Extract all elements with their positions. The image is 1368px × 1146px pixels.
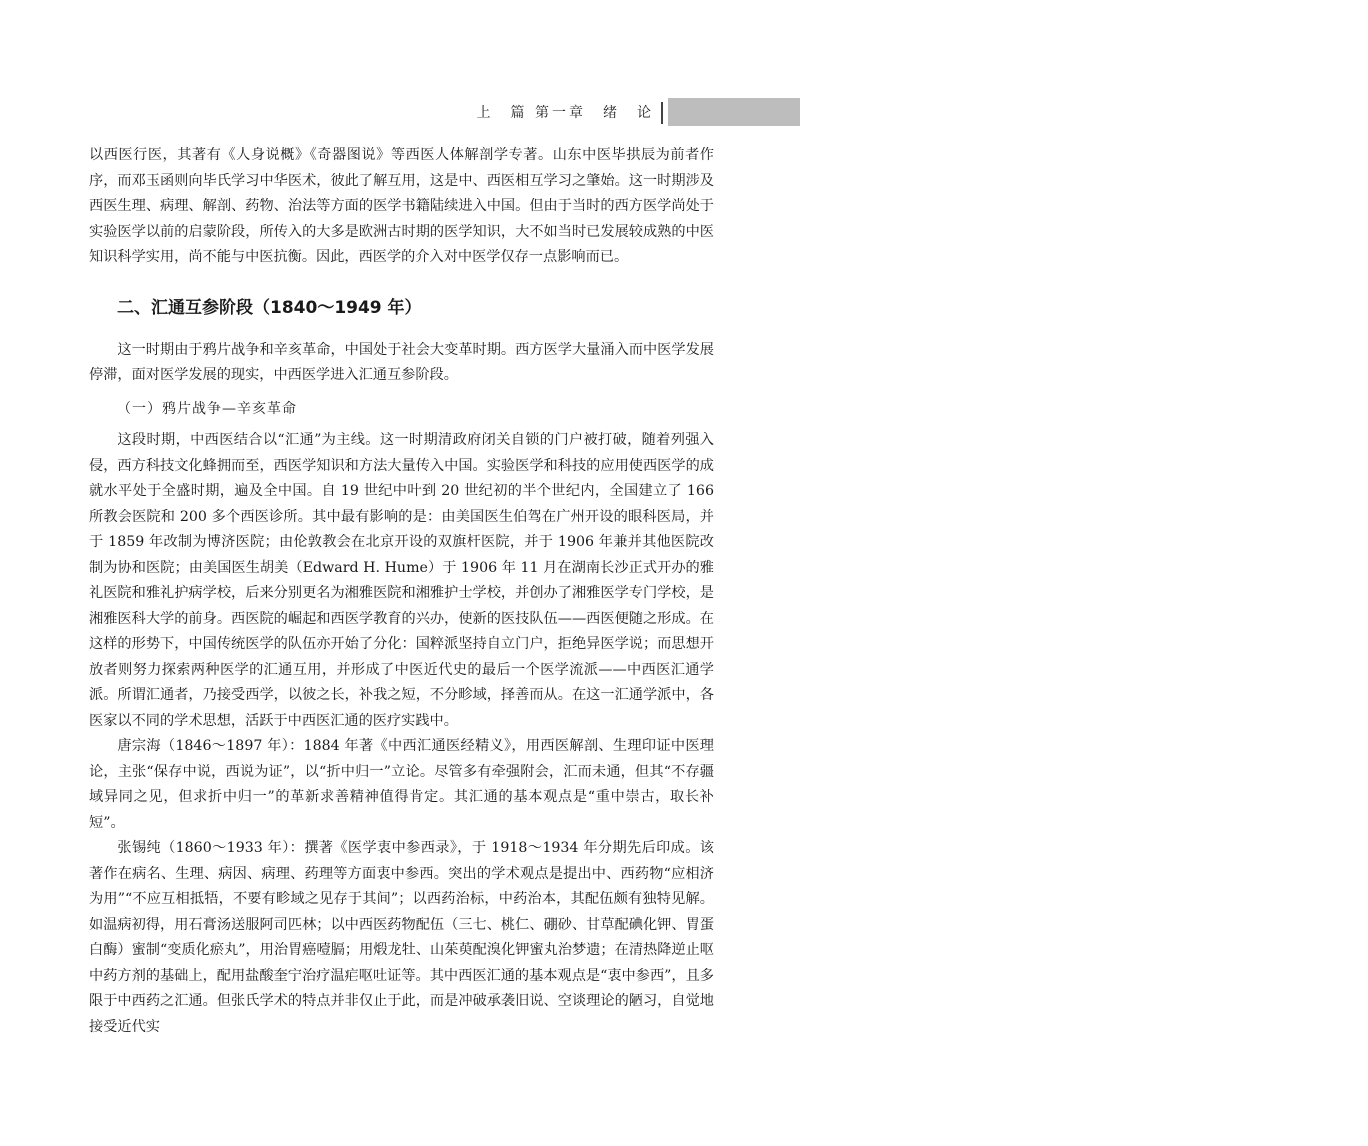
- paragraph: 唐宗海（1846～1897 年）：1884 年著《中西汇通医经精义》，用西医解剖、生理印证中医理论，主张“保存中说，西说为证”，以“折中归一”立论。尽管多有牵强附会，汇而未通，但其“不存疆域异同之见，但求折中归一”的革新求善精神值得肯定。其汇通的基本观点是“重中崇古，取长补短”。: [89, 738, 714, 831]
- paragraph: 张锡纯（1860～1933 年）：撰著《医学衷中参西录》，于 1918～1934 年分期先后印成。该著作在病名、生理、病因、病理、药理等方面衷中参西。突出的学术观点是提出中、西药物“应相济为用”“不应互相抵牾，不要有畛域之见存于其间”；以西药治标，中药治本，其配伍颇有独特见解。如温病初得，用石膏汤送服阿司匹林；以中西医药物配伍（三七、桃仁、硼砂、甘草配碘化钾、胃蛋白酶）蜜制“变质化瘀丸”，用治胃癌噎膈；用煅龙牡、山茱萸配溴化钾蜜丸治梦遗；在清热降逆止呕中药方剂的基础上，配用盐酸奎宁治疗温疟呕吐证等。其中西医汇通的基本观点是“衷中参西”，且多限于中西药之汇通。但张氏学术的特点并非仅止于此，而是冲破承袭旧说、空谈理论的陋习，自觉地接受近代实: [89, 840, 714, 1035]
- page-body: [89, 143, 714, 1040]
- header-divider: [661, 102, 663, 124]
- paragraph: 这一时期由于鸦片战争和辛亥革命，中国处于社会大变革时期。西方医学大量涌入而中医学发展停滞，面对医学发展的现实，中西医学进入汇通互参阶段。: [89, 341, 714, 383]
- paragraph: 这段时期，中西医结合以“汇通”为主线。这一时期清政府闭关自锁的门户被打破，随着列强入侵，西方科技文化蜂拥而至，西医学知识和方法大量传入中国。实验医学和科技的应用使西医学的成就水平处于全盛时期，遍及全中国。自 19 世纪中叶到 20 世纪初的半个世纪内，全国建立了 166 所教会医院和 200 多个西医诊所。其中最有影响的是：由美国医生伯驾在广州开设的眼科医局，并于 1859 年改制为博济医院；由伦敦教会在北京开设的双旗杆医院，并于 1906 年兼并其他医院改制为协和医院；由美国医生胡美（Edward H. Hume）于 1906 年 11 月在湖南长沙正式开办的雅礼医院和雅礼护病学校，后来分别更名为湘雅医院和湘雅护士学校，并创办了湘雅医学专门学校，是湘雅医科大学的前身。西医院的崛起和西医学教育的兴办，使新的医技队伍——西医便随之形成。在这样的形势下，中国传统医学的队伍亦开始了分化：国粹派坚持自立门户，拒绝异医学说；而思想开放者则努力探索两种医学的汇通互用，并形成了中医近代史的最后一个医学流派——中西医汇通学派。所谓汇通者，乃接受西学，以彼之长，补我之短，不分畛域，择善而从。在这一汇通学派中，各医家以不同的学术思想，活跃于中西医汇通的医疗实践中。: [89, 432, 714, 729]
- running-title: 上 篇 第一章 绪 论: [476, 105, 654, 121]
- page-number-tab: [668, 98, 1368, 126]
- page-number: 5: [1358, 103, 1368, 121]
- subsection-heading: （一）鸦片战争—辛亥革命: [117, 400, 297, 417]
- paragraph: 以西医行医，其著有《人身说概》《奇器图说》等西医人体解剖学专著。山东中医毕拱辰为前者作序，而邓玉函则向毕氏学习中华医术，彼此了解互用，这是中、西医相互学习之肇始。这一时期涉及西医生理、病理、解剖、药物、治法等方面的医学书籍陆续进入中国。但由于当时的西方医学尚处于实验医学以前的启蒙阶段，所传入的大多是欧洲古时期的医学知识，大不如当时已发展较成熟的中医知识科学实用，尚不能与中医抗衡。因此，西医学的介入对中医学仅存一点影响而已。: [89, 147, 714, 265]
- running-header: [0, 98, 1368, 128]
- section-heading: 二、汇通互参阶段（1840～1949 年）: [117, 297, 422, 318]
